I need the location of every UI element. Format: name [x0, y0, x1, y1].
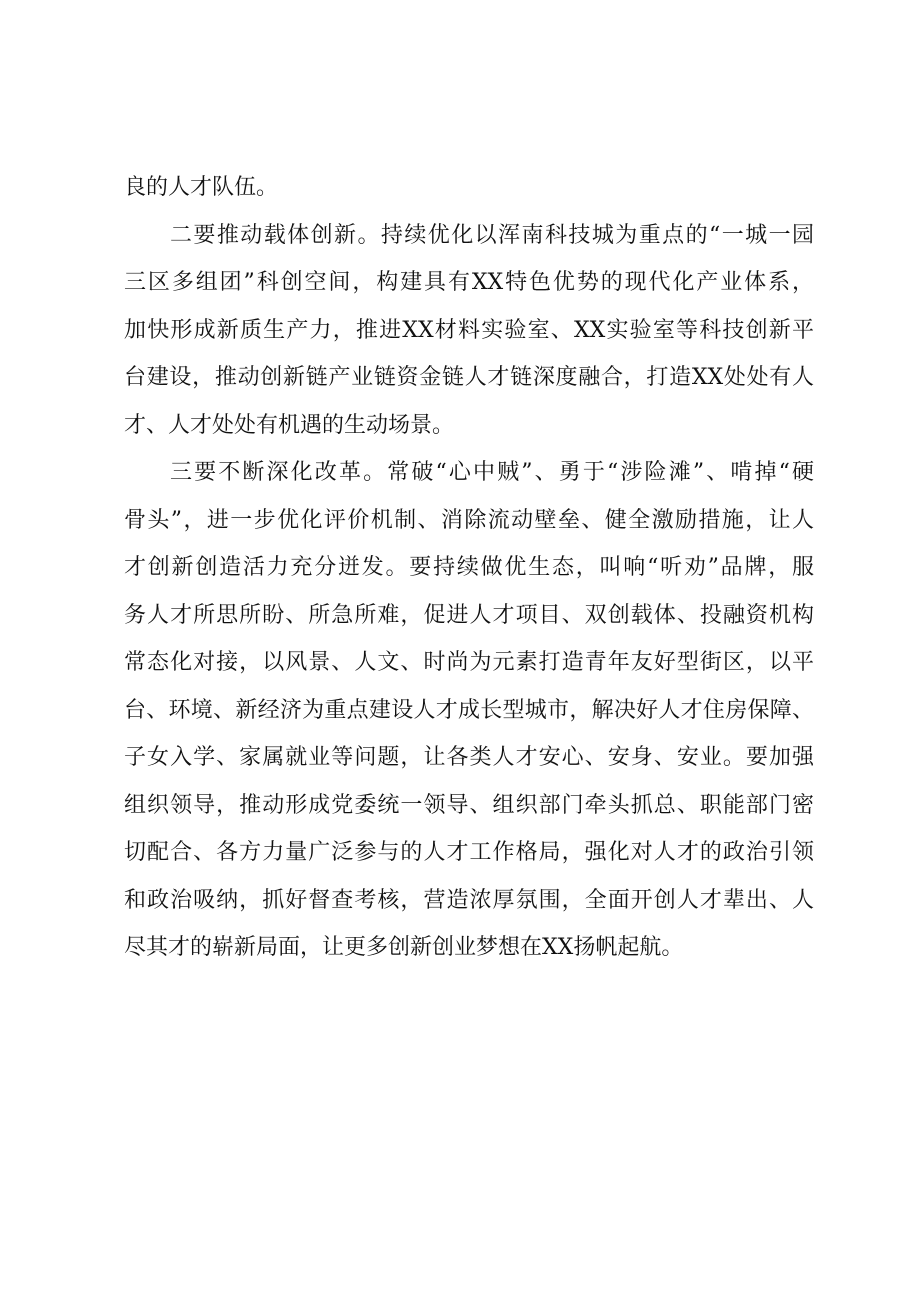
- paragraph-3-line-6: 台、环境、新经济为重点建设人才成长型城市，解决好人才住房保障、: [124, 697, 814, 723]
- paragraph-3-line-10: 和政治吸纳，抓好督查考核，营造浓厚氛围，全面开创人才辈出、人: [124, 887, 814, 913]
- paragraph-3-line-1: 三要不断深化改革。常破“心中贼”、勇于“涉险滩”、啃掉“硬: [170, 460, 814, 485]
- paragraph-3-line-4: 务人才所思所盼、所急所难，促进人才项目、双创载体、投融资机构: [124, 602, 814, 628]
- document-body: [124, 164, 814, 972]
- paragraph-2-line-1: 二要推动载体创新。持续优化以浑南科技城为重点的“一城一园: [170, 222, 814, 248]
- paragraph-1-line-1: 良的人才队伍。: [124, 175, 279, 200]
- paragraph-3-line-9: 切配合、各方力量广泛参与的人才工作格局，强化对人才的政治引领: [124, 840, 814, 865]
- paragraph-2-line-2: 三区多组团”科创空间，构建具有XX特色优势的现代化产业体系，: [124, 270, 814, 295]
- paragraph-2-line-5: 才、人才处处有机遇的生动场景。: [124, 412, 455, 438]
- paragraph-3-line-3: 才创新创造活力充分迸发。要持续做优生态，叫响“听劝”品牌，服: [124, 555, 814, 580]
- paragraph-3-line-7: 子女入学、家属就业等问题，让各类人才安心、安身、安业。要加强: [124, 745, 814, 770]
- paragraph-2-line-4: 台建设，推动创新链产业链资金链人才链深度融合，打造XX处处有人: [124, 365, 814, 390]
- paragraph-3-line-5: 常态化对接，以风景、人文、时尚为元素打造青年友好型街区，以平: [124, 650, 814, 675]
- paragraph-3-line-8: 组织领导，推动形成党委统一领导、组织部门牵头抓总、职能部门密: [124, 792, 814, 818]
- paragraph-2-line-3: 加快形成新质生产力，推进XX材料实验室、XX实验室等科技创新平: [124, 317, 814, 343]
- paragraph-3-line-11: 尽其才的崭新局面，让更多创新创业梦想在XX扬帆起航。: [124, 935, 684, 960]
- paragraph-3-line-2: 骨头”，进一步优化评价机制、消除流动壁垒、健全激励措施，让人: [124, 507, 814, 533]
